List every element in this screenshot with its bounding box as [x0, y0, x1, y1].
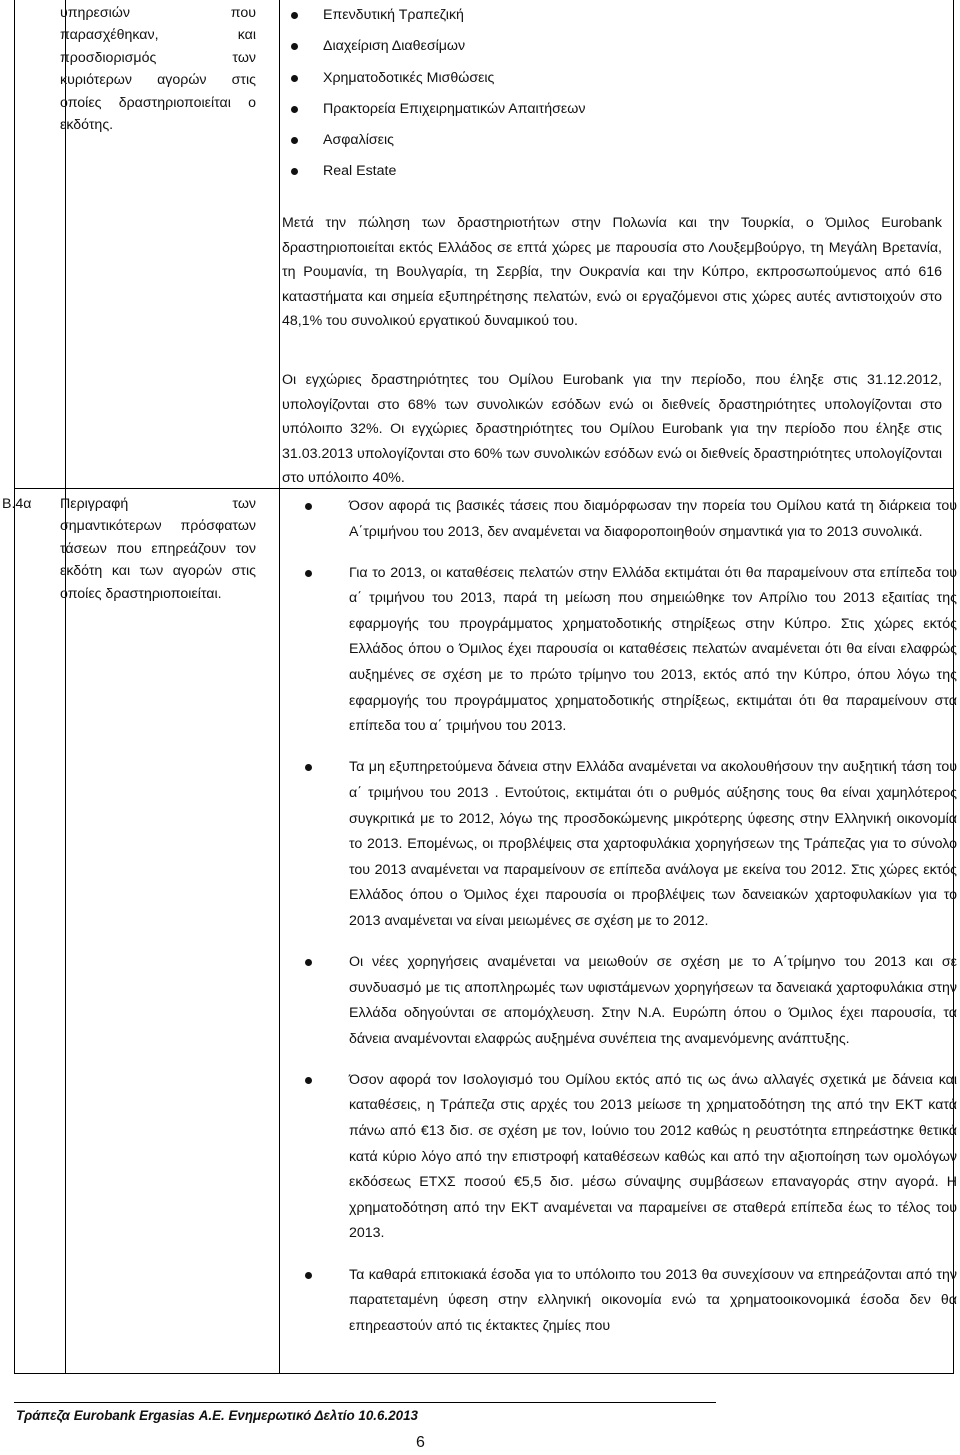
operations-paragraph: Μετά την πώληση των δραστηριοτήτων στην Πολωνία και την Τουρκία, ο Όμιλος Eurobank δραστηριοποιείται εκτός Ελλάδος σε επτά χώρες με παρουσία στο Λουξεμβούργο, τη Μεγάλη Βρετανία, τη Ρουμανία, τη Βουλγαρία, τη Σερβία, την Ουκρανία και την Κύπρο, εκπροσωπούμενος από 616 καταστήματα και σημεία εξυπηρέτησης πελατών, ενώ οι εργαζόμενοι στις χώρες αυτές αντιστοιχούν στο 48,1% του συνολικού εργατικού δυναμικού του. — [282, 215, 942, 330]
footer-divider — [14, 1402, 716, 1403]
content-table — [2, 0, 957, 1374]
list-item: Τα καθαρά επιτοκιακά έσοδα για το υπόλοιπο του 2013 θα συνεχίσουν να επηρεάζονται από την παρατεταμένη ύφεση στην ελληνική οικονομία ενώ τα χρηματοοικονομικά έσοδα δεν θα επηρεαστούν από τις έκτακτες ζημίες που — [305, 1263, 957, 1340]
page-number: 6 — [416, 1434, 425, 1451]
section-title: Περιγραφή των σημαντικότερων πρόσφατων τάσεων που επηρεάζουν τον εκδότη και των αγορών στις οποίες δραστηριοποιείται. — [60, 496, 256, 602]
list-item: Πρακτορεία Επιχειρηματικών Απαιτήσεων — [291, 96, 585, 127]
list-item: Ασφαλίσεις — [291, 127, 585, 158]
list-item: Real Estate — [291, 158, 585, 189]
list-item: Χρηματοδοτικές Μισθώσεις — [291, 65, 585, 96]
list-item: Όσον αφορά τον Ισολογισμό του Ομίλου εκτός από τις ως άνω αλλαγές σχετικά με δάνεια και καταθέσεις, η Τράπεζα στις αρχές του 2013 μείωσε τη χρηματοδότηση της από την ΕΚΤ κατά πάνω από €13 δισ. σε σχέση με τον, Ιούνιο του 2012 καθώς η ρευστότητα επηρεάστηκε θετικά κατά κύριο λόγο από την επιστροφή καταθέσεων καθώς και από την αξιοποίηση των ομολόγων εκδόσεως ΕΤΧΣ ποσού €5,5 δισ. μέσω σύναψης συμβάσεων επαναγοράς στην αγορά. Η χρηματοδότηση από την ΕΚΤ αναμένεται να παραμείνει σε σταθερά επίπεδα έως το τέλος του 2013. — [305, 1068, 957, 1247]
list-item: Επενδυτική Τραπεζική — [291, 2, 585, 33]
list-item: Τα μη εξυπηρετούμενα δάνεια στην Ελλάδα αναμένεται να ακολουθήσουν την αυξητική τάση του α΄ τριμήνου του 2013 . Εντούτοις, εκτιμάται ότι ο ρυθμός αύξησης τους θα είναι χαμηλότερος συγκριτικά με το 2012, λόγω της προσδοκώμενης μικρότερης ύφεσης στην Ελληνική οικονομία το 2013. Επομένως, οι προβλέψεις στα χαρτοφυλάκια χορηγήσεων της Τράπεζας για το σύνολο του 2013 αναμένεται να παραμείνουν σε επίπεδα ανάλογα με εκείνα του 2012. Στις χώρες εκτός Ελλάδος όπου ο Όμιλος έχει παρουσία οι προβλέψεις των δανειακών χαρτοφυλακίων για το 2013 αναμένεται να είναι μειωμένες σε σχέση με το 2012. — [305, 755, 957, 934]
list-item: Οι νέες χορηγήσεις αναμένεται να μειωθούν σε σχέση με το Α΄τρίμηνο του 2013 και σε συνδυασμό με τις αποπληρωμές των υφιστάμενων χορηγήσεων τα δανειακά χαρτοφυλάκια στην Ελλάδα οδηγούνται σε απομόχλευση. Στην Ν.Α. Ευρώπη όπου ο Όμιλος έχει παρουσία, τα δάνεια αναμένονται ελαφρώς αυξημένα συνέπεια της αναμενόμενης ανάπτυξης. — [305, 950, 957, 1052]
list-item: Όσον αφορά τις βασικές τάσεις που διαμόρφωσαν την πορεία του Ομίλου κατά τη διάρκεια του Α΄τριμήνου του 2013, δεν αναμένεται να διαφοροποιηθούν σημαντικά για το 2013 συνολικά. — [305, 494, 957, 545]
column-divider-2 — [279, 0, 280, 1373]
top-left-cell-text: υπηρεσιών που παρασχέθηκαν, και προσδιορισμός των κυριότερων αγορών στις οποίες δραστηριοποιείται ο εκδότης. — [60, 5, 256, 134]
trends-bullet-list — [305, 494, 957, 1355]
list-item: Διαχείριση Διαθεσίμων — [291, 33, 585, 64]
services-bullet-list — [291, 2, 585, 190]
revenue-split-paragraph: Οι εγχώριες δραστηριότητες του Ομίλου Eurobank για την περίοδο, που έληξε στις 31.12.2012, υπολογίζονται στο 68% των συνολικών εσόδων ενώ οι διεθνείς δραστηριότητες υπολογίζονται στο υπόλοιπο 32%. Οι εγχώριες δραστηριότητες του Ομίλου Eurobank για την περίοδο που έληξε στις 31.03.2013 υπολογίζονται στο 60% των συνολικών εσόδων ενώ οι διεθνείς δραστηριότητες υπολογίζονται στο υπόλοιπο 40%. — [282, 372, 942, 487]
list-item: Για το 2013, οι καταθέσεις πελατών στην Ελλάδα εκτιμάται ότι θα παραμείνουν στα επίπεδα του α΄ τριμήνου του 2013, παρά τη μείωση που σημειώθηκε τον Απρίλιο του 2013 εξαιτίας της εφαρμογής του προγράμματος χρηματοδοτικής στηρίξεως στην Κύπρο. Στις χώρες εκτός Ελλάδος όπου ο Όμιλος έχει παρουσία οι καταθέσεις πελατών αναμένεται ότι θα είναι ελαφρώς αυξημένες σε σχέση με το πρώτο τρίμηνο του 2013, εκτός από την Κύπρο, όπου λόγω της εφαρμογής του προγράμματος χρηματοδοτικής στηρίξεως, εκτιμάται ότι θα παραμείνουν στα επίπεδα του α΄ τριμήνου του 2013. — [305, 561, 957, 740]
footer-text: Τράπεζα Eurobank Ergasias Α.Ε. Ενημερωτικό Δελτίο 10.6.2013 — [16, 1408, 418, 1423]
column-divider-1 — [65, 0, 66, 1373]
section-code: B.4α — [2, 496, 32, 512]
